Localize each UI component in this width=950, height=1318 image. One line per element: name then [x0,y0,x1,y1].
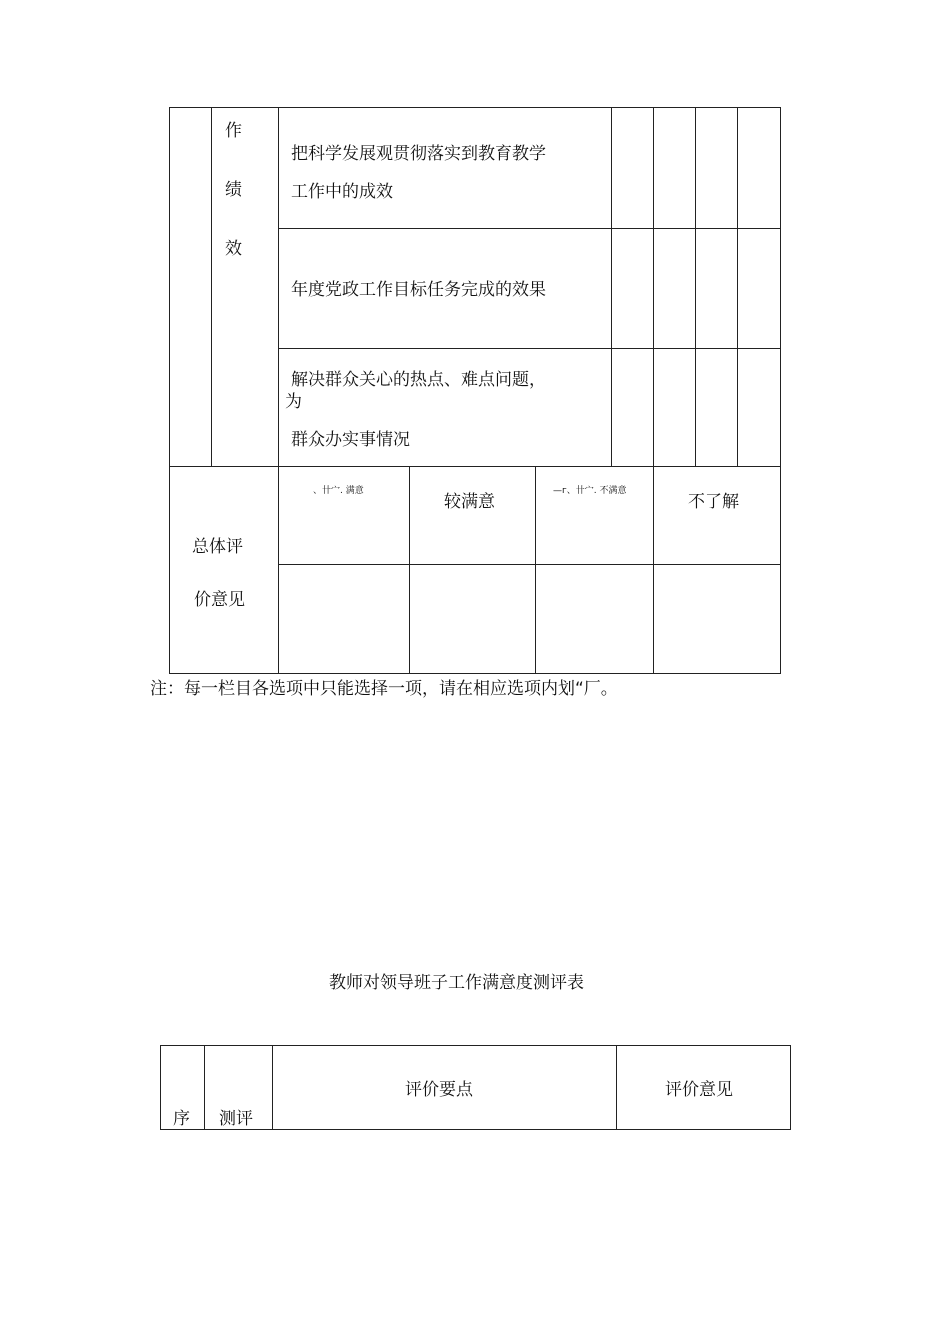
rating-cell[interactable] [696,229,737,348]
criterion-text: 年度党政工作目标任务完成的效果 [291,280,546,300]
category-char: 作 [225,121,242,141]
option-fairly-satisfied: 较满意 [444,492,495,512]
header-seq: 序 [173,1109,190,1129]
footnote: 注：每一栏目各选项中只能选择一项，请在相应选项内划“厂。 [150,679,618,699]
rating-cell[interactable] [654,108,695,228]
option-unknown: 不了解 [688,492,739,512]
table-border-bottom [169,673,781,674]
table-border-top [160,1045,791,1046]
overall-choice-cell[interactable] [536,565,653,673]
row-divider [169,466,781,467]
rating-cell[interactable] [738,349,780,466]
table-border-right [780,107,781,674]
criterion-text: 为 [285,392,302,412]
header-points: 评价要点 [405,1080,473,1100]
criterion-text: 解决群众关心的热点、难点问题， [291,370,546,390]
option-satisfied: 、卄宀. 满意 [313,486,364,496]
category-char: 效 [225,239,242,259]
table-border-bottom [160,1129,791,1130]
header-item: 测评 [219,1109,253,1129]
rating-cell[interactable] [654,349,695,466]
column-divider [204,1045,205,1130]
column-divider [211,107,212,467]
rating-cell[interactable] [738,229,780,348]
criterion-text: 群众办实事情况 [291,430,410,450]
overall-choice-cell[interactable] [279,565,409,673]
overall-choice-cell[interactable] [654,565,780,673]
rating-cell[interactable] [612,108,653,228]
table-border-left [169,107,170,674]
column-divider [272,1045,273,1130]
column-divider [616,1045,617,1130]
table-border-right [790,1045,791,1130]
rating-cell[interactable] [654,229,695,348]
criterion-text: 工作中的成效 [291,182,393,202]
table-border-left [160,1045,161,1130]
option-unsatisfied: —г、卄宀. 不满意 [553,486,627,496]
overall-choice-cell[interactable] [410,565,535,673]
overall-label: 总体评 [192,537,243,557]
header-opinion: 评价意见 [665,1080,733,1100]
table-title: 教师对领导班子工作满意度测评表 [329,973,584,993]
rating-cell[interactable] [612,229,653,348]
criterion-text: 把科学发展观贯彻落实到教育教学 [291,144,546,164]
category-char: 绩 [225,180,242,200]
overall-label: 价意见 [194,590,245,610]
rating-cell[interactable] [696,349,737,466]
rating-cell[interactable] [696,108,737,228]
rating-cell[interactable] [612,349,653,466]
rating-cell[interactable] [738,108,780,228]
